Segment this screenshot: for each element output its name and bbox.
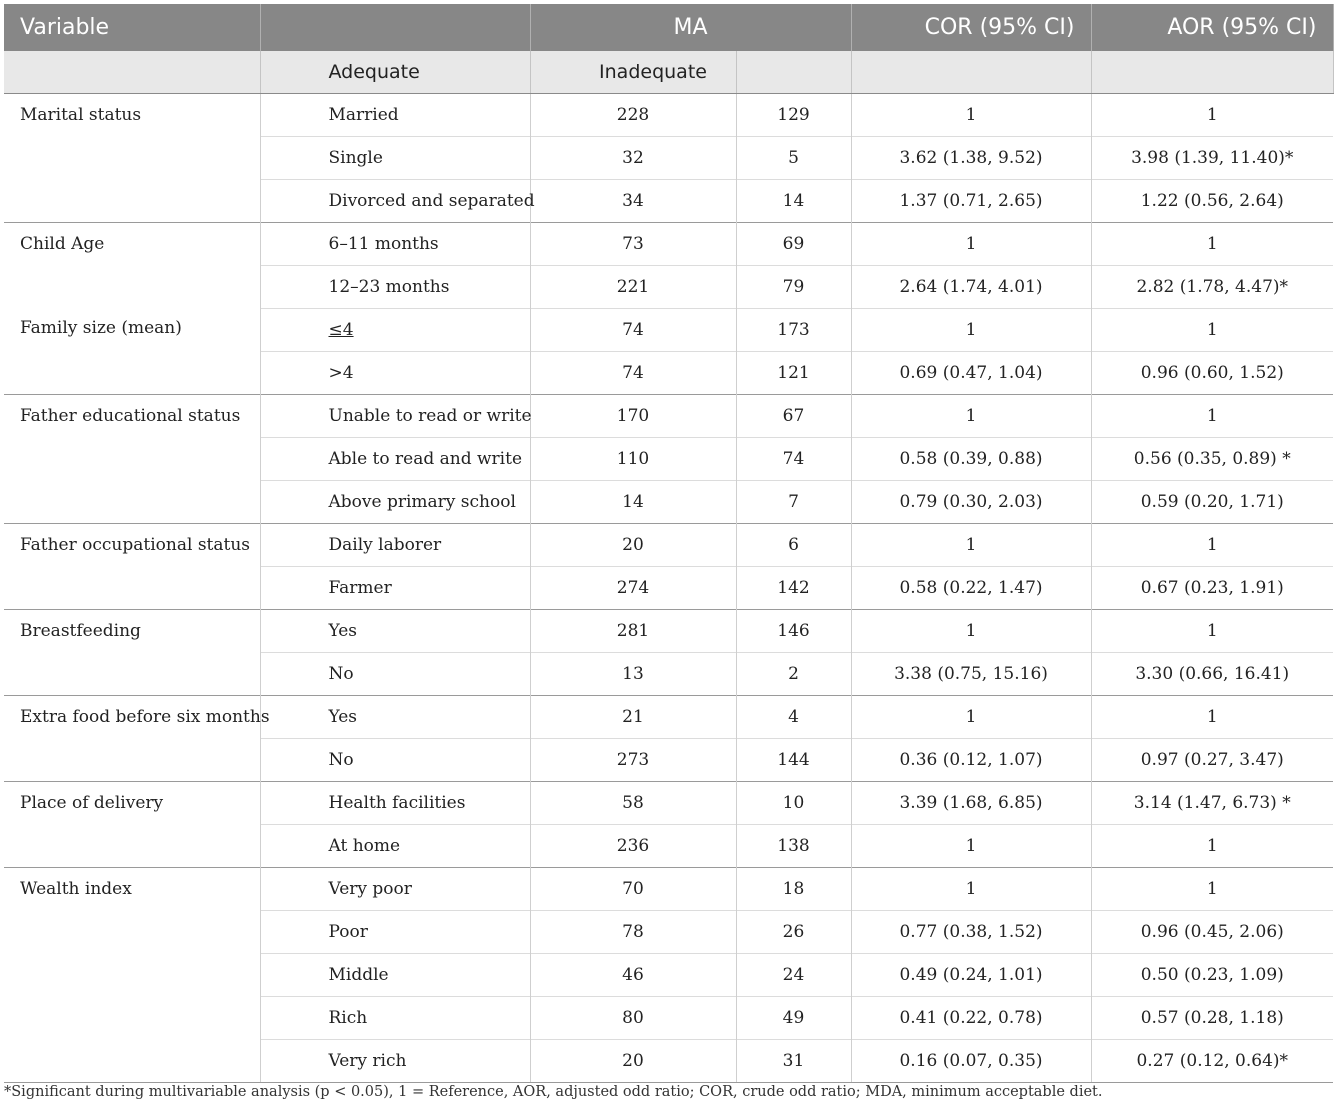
category-cell: No — [260, 653, 530, 696]
adequate-cell: 273 — [530, 739, 736, 782]
header-aor: AOR (95% CI) — [1091, 4, 1333, 51]
cor-cell: 1 — [851, 696, 1091, 739]
adequate-cell: 73 — [530, 223, 736, 266]
cor-cell: 1 — [851, 825, 1091, 868]
adequate-cell: 236 — [530, 825, 736, 868]
aor-cell: 1 — [1091, 868, 1333, 911]
inadequate-cell: 10 — [736, 782, 851, 825]
category-cell: Middle — [260, 954, 530, 997]
category-cell: Married — [260, 94, 530, 137]
category-cell: Poor — [260, 911, 530, 954]
inadequate-cell: 49 — [736, 997, 851, 1040]
cor-cell: 0.69 (0.47, 1.04) — [851, 352, 1091, 395]
variable-label: Breastfeeding — [4, 610, 260, 696]
adequate-cell: 14 — [530, 481, 736, 524]
adequate-cell: 274 — [530, 567, 736, 610]
adequate-cell: 32 — [530, 137, 736, 180]
aor-cell: 0.96 (0.60, 1.52) — [1091, 352, 1333, 395]
adequate-cell: 20 — [530, 524, 736, 567]
adequate-cell: 20 — [530, 1040, 736, 1083]
adequate-cell: 58 — [530, 782, 736, 825]
cor-cell: 1 — [851, 610, 1091, 653]
adequate-cell: 110 — [530, 438, 736, 481]
inadequate-cell: 69 — [736, 223, 851, 266]
variable-label: Father occupational status — [4, 524, 260, 610]
category-cell: Unable to read or write — [260, 395, 530, 438]
regression-table — [4, 4, 1334, 1083]
inadequate-cell: 79 — [736, 266, 851, 309]
adequate-cell: 46 — [530, 954, 736, 997]
header-cor: COR (95% CI) — [851, 4, 1091, 51]
category-cell: Divorced and separated — [260, 180, 530, 223]
category-cell: Rich — [260, 997, 530, 1040]
cor-cell: 3.38 (0.75, 15.16) — [851, 653, 1091, 696]
aor-cell: 0.57 (0.28, 1.18) — [1091, 997, 1333, 1040]
aor-cell: 3.14 (1.47, 6.73) * — [1091, 782, 1333, 825]
adequate-cell: 78 — [530, 911, 736, 954]
inadequate-cell: 74 — [736, 438, 851, 481]
aor-cell: 0.50 (0.23, 1.09) — [1091, 954, 1333, 997]
variable-label: Father educational status — [4, 395, 260, 524]
inadequate-cell: 31 — [736, 1040, 851, 1083]
inadequate-cell: 24 — [736, 954, 851, 997]
cor-cell: 0.77 (0.38, 1.52) — [851, 911, 1091, 954]
inadequate-cell: 138 — [736, 825, 851, 868]
category-cell: Health facilities — [260, 782, 530, 825]
category-cell: No — [260, 739, 530, 782]
inadequate-cell: 173 — [736, 309, 851, 352]
variable-label: Extra food before six months — [4, 696, 260, 782]
table-row — [4, 610, 1333, 653]
category-cell: ≤4 — [260, 309, 530, 352]
adequate-cell: 221 — [530, 266, 736, 309]
inadequate-cell: 144 — [736, 739, 851, 782]
cor-cell: 1 — [851, 94, 1091, 137]
cor-cell: 2.64 (1.74, 4.01) — [851, 266, 1091, 309]
adequate-cell: 281 — [530, 610, 736, 653]
aor-cell: 0.97 (0.27, 3.47) — [1091, 739, 1333, 782]
category-cell: At home — [260, 825, 530, 868]
category-cell: Above primary school — [260, 481, 530, 524]
header-adequate: Adequate — [260, 51, 530, 94]
aor-cell: 1 — [1091, 309, 1333, 352]
inadequate-cell: 5 — [736, 137, 851, 180]
subheader-row — [4, 51, 1333, 94]
aor-cell: 3.98 (1.39, 11.40)* — [1091, 137, 1333, 180]
table-footnote: *Significant during multivariable analysis (p < 0.05), 1 = Reference, AOR, adjusted odd ratio; COR, crude odd ratio; MDA, minimum acceptable diet. — [4, 1084, 1103, 1100]
aor-cell: 1 — [1091, 610, 1333, 653]
header-row — [4, 4, 1333, 51]
aor-cell: 0.96 (0.45, 2.06) — [1091, 911, 1333, 954]
cor-cell: 3.39 (1.68, 6.85) — [851, 782, 1091, 825]
aor-cell: 1 — [1091, 696, 1333, 739]
aor-cell: 3.30 (0.66, 16.41) — [1091, 653, 1333, 696]
cor-cell: 0.16 (0.07, 0.35) — [851, 1040, 1091, 1083]
inadequate-cell: 2 — [736, 653, 851, 696]
subheader-blank — [4, 51, 260, 94]
variable-label — [4, 223, 260, 395]
cor-cell: 1 — [851, 309, 1091, 352]
table-row — [4, 696, 1333, 739]
adequate-cell: 13 — [530, 653, 736, 696]
inadequate-cell: 4 — [736, 696, 851, 739]
category-cell: Single — [260, 137, 530, 180]
inadequate-cell: 6 — [736, 524, 851, 567]
subheader-blank — [851, 51, 1091, 94]
cor-cell: 1 — [851, 524, 1091, 567]
header-ma: MA — [530, 4, 851, 51]
adequate-cell: 74 — [530, 352, 736, 395]
category-cell: Farmer — [260, 567, 530, 610]
table-row — [4, 395, 1333, 438]
table-row — [4, 524, 1333, 567]
subheader-blank — [736, 51, 851, 94]
header-blank — [260, 4, 530, 51]
cor-cell: 1 — [851, 223, 1091, 266]
table-container — [4, 4, 1333, 1083]
adequate-cell: 21 — [530, 696, 736, 739]
table-row — [4, 94, 1333, 137]
aor-cell: 0.27 (0.12, 0.64)* — [1091, 1040, 1333, 1083]
subheader-blank — [1091, 51, 1333, 94]
aor-cell: 2.82 (1.78, 4.47)* — [1091, 266, 1333, 309]
aor-cell: 0.56 (0.35, 0.89) * — [1091, 438, 1333, 481]
adequate-cell: 228 — [530, 94, 736, 137]
cor-cell: 1.37 (0.71, 2.65) — [851, 180, 1091, 223]
aor-cell: 1.22 (0.56, 2.64) — [1091, 180, 1333, 223]
cor-cell: 3.62 (1.38, 9.52) — [851, 137, 1091, 180]
category-cell: Daily laborer — [260, 524, 530, 567]
category-cell: Yes — [260, 696, 530, 739]
aor-cell: 0.59 (0.20, 1.71) — [1091, 481, 1333, 524]
aor-cell: 1 — [1091, 825, 1333, 868]
cor-cell: 0.58 (0.39, 0.88) — [851, 438, 1091, 481]
header-variable: Variable — [4, 4, 260, 51]
inadequate-cell: 26 — [736, 911, 851, 954]
table-row — [4, 223, 1333, 266]
adequate-cell: 170 — [530, 395, 736, 438]
category-cell: 6–11 months — [260, 223, 530, 266]
inadequate-cell: 7 — [736, 481, 851, 524]
inadequate-cell: 129 — [736, 94, 851, 137]
variable-label: Wealth index — [4, 868, 260, 1083]
category-cell: Very rich — [260, 1040, 530, 1083]
inadequate-cell: 146 — [736, 610, 851, 653]
category-cell: Able to read and write — [260, 438, 530, 481]
adequate-cell: 34 — [530, 180, 736, 223]
cor-cell: 0.36 (0.12, 1.07) — [851, 739, 1091, 782]
inadequate-cell: 18 — [736, 868, 851, 911]
header-inadequate: Inadequate — [530, 51, 736, 94]
variable-label: Marital status — [4, 94, 260, 223]
cor-cell: 0.79 (0.30, 2.03) — [851, 481, 1091, 524]
inadequate-cell: 14 — [736, 180, 851, 223]
table-row — [4, 782, 1333, 825]
inadequate-cell: 67 — [736, 395, 851, 438]
cor-cell: 0.58 (0.22, 1.47) — [851, 567, 1091, 610]
adequate-cell: 70 — [530, 868, 736, 911]
cor-cell: 0.49 (0.24, 1.01) — [851, 954, 1091, 997]
inadequate-cell: 121 — [736, 352, 851, 395]
table-row — [4, 868, 1333, 911]
variable-label-child-age: Child Age — [20, 234, 105, 254]
adequate-cell: 80 — [530, 997, 736, 1040]
inadequate-cell: 142 — [736, 567, 851, 610]
adequate-cell: 74 — [530, 309, 736, 352]
category-cell: >4 — [260, 352, 530, 395]
category-cell: Very poor — [260, 868, 530, 911]
cor-cell: 0.41 (0.22, 0.78) — [851, 997, 1091, 1040]
aor-cell: 1 — [1091, 524, 1333, 567]
cor-cell: 1 — [851, 395, 1091, 438]
cor-cell: 1 — [851, 868, 1091, 911]
category-cell: Yes — [260, 610, 530, 653]
variable-label-family-size: Family size (mean) — [20, 318, 182, 338]
aor-cell: 1 — [1091, 395, 1333, 438]
aor-cell: 1 — [1091, 94, 1333, 137]
aor-cell: 1 — [1091, 223, 1333, 266]
category-cell: 12–23 months — [260, 266, 530, 309]
variable-label: Place of delivery — [4, 782, 260, 868]
aor-cell: 0.67 (0.23, 1.91) — [1091, 567, 1333, 610]
